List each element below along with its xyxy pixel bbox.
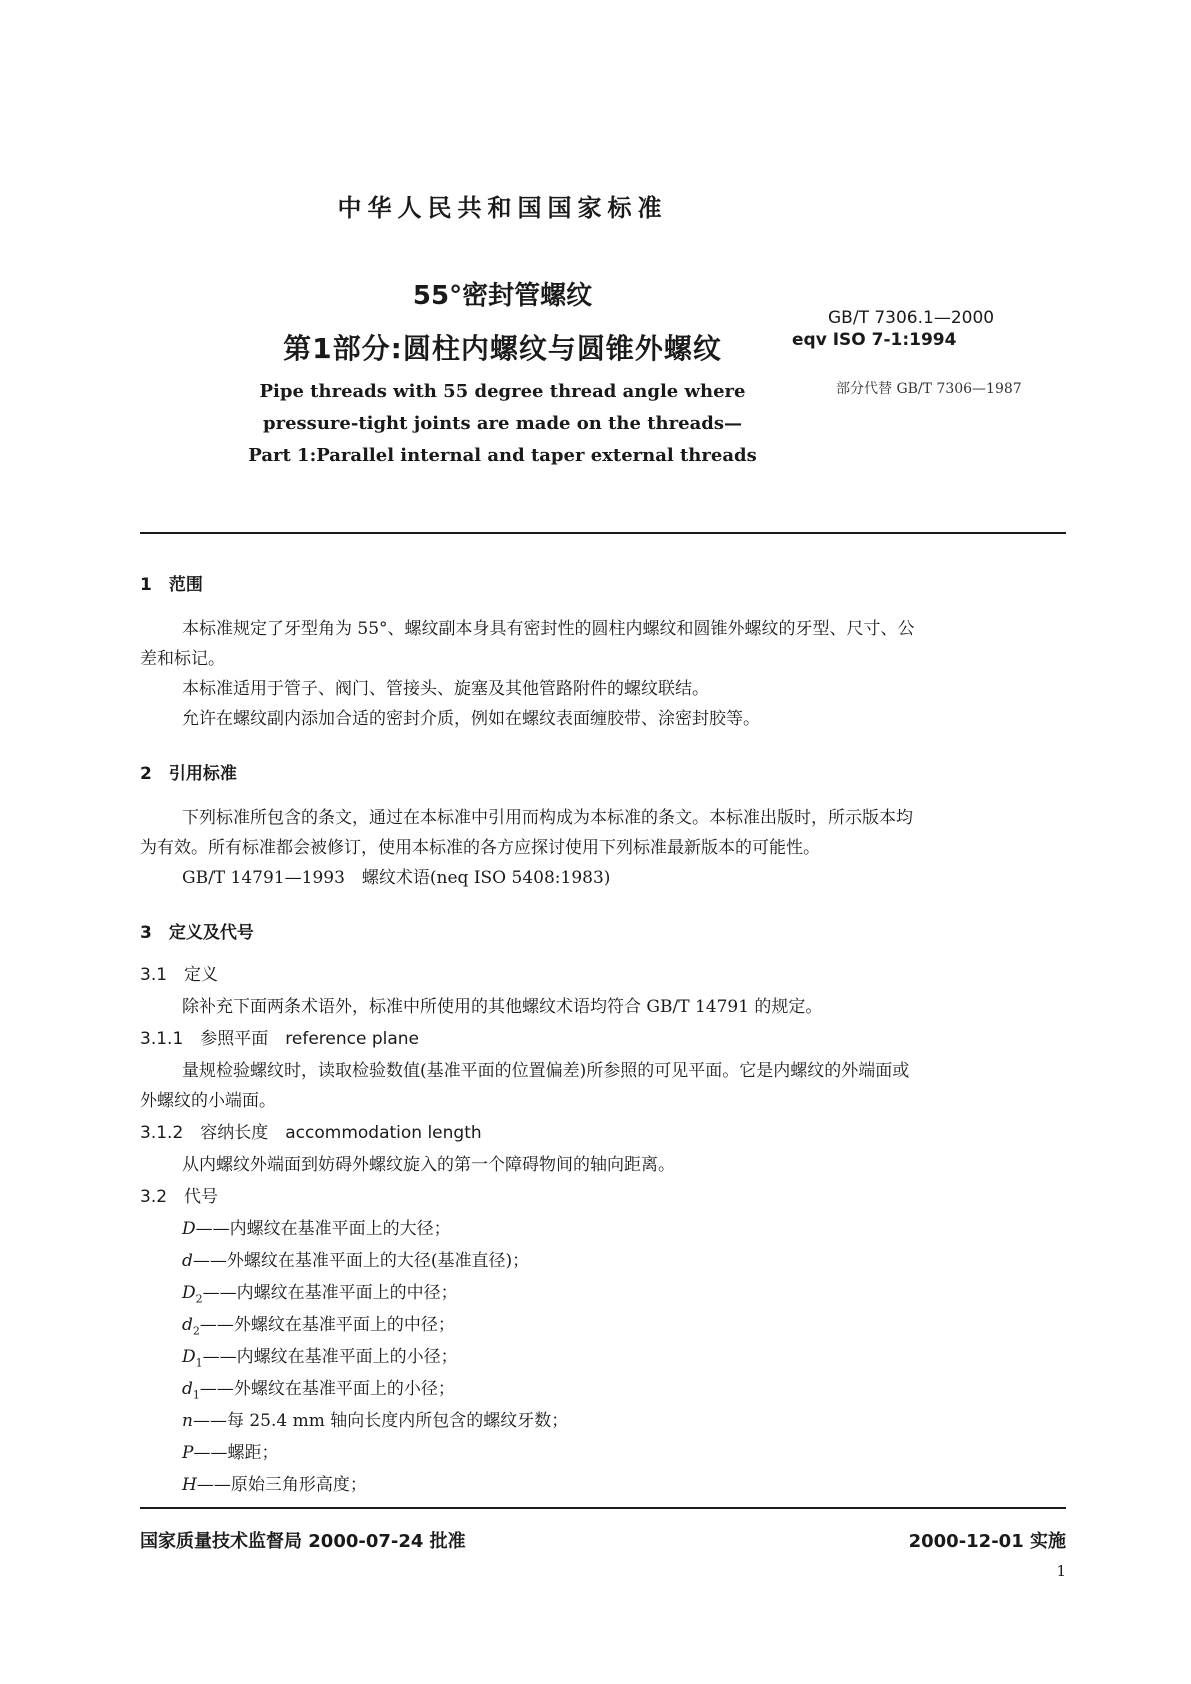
section-2-p1-line-2: 为有效。所有标准都会被修订，使用本标准的各方应探讨使用下列标准最新版本的可能性。 [140,838,820,858]
symbol-description: ——每 25.4 mm 轴向长度内所包含的螺纹牙数； [192,1411,569,1431]
section-3-1-1-heading: 3.1.1 参照平面 reference plane [140,1029,419,1049]
page-number: 1 [1056,1562,1066,1580]
section-1-heading: 1 范围 [140,575,203,595]
symbol-letter: H [182,1475,197,1495]
section-3-1-2-heading: 3.1.2 容纳长度 accommodation length [140,1123,482,1143]
section-1-p1-line-1: 本标准规定了牙型角为 55°、螺纹副本身具有密封性的圆柱内螺纹和圆锥外螺纹的牙型、尺寸、公 [182,619,915,639]
title-english-line-3: Part 1:Parallel internal and taper external threads [248,445,757,466]
symbol-description: ——内螺纹在基准平面上的大径； [195,1219,451,1239]
symbol-description: ——内螺纹在基准平面上的中径； [202,1283,458,1303]
national-standard-header: 中华人民共和国国家标准 [337,194,668,222]
symbol-description: ——螺距； [193,1443,279,1463]
section-1-paragraph-3: 允许在螺纹副内添加合适的密封介质，例如在螺纹表面缠胶带、涂密封胶等。 [182,709,760,729]
top-divider [140,532,1066,534]
symbol-row [182,1374,455,1410]
symbol-letter: n [182,1411,193,1431]
replaces-note: 部分代替 GB/T 7306—1987 [836,381,1022,397]
symbol-row [182,1278,458,1314]
section-3-1-text: 除补充下面两条术语外，标准中所使用的其他螺纹术语均符合 GB/T 14791 的规定。 [182,997,823,1017]
symbol-row [182,1438,278,1468]
symbol-row [182,1310,455,1346]
section-3-2-heading: 3.2 代号 [140,1187,219,1207]
symbol-subscript: 1 [195,1356,203,1370]
section-3-1-1-line-1: 量规检验螺纹时，读取检验数值(基准平面的位置偏差)所参照的可见平面。它是内螺纹的外端面或 [182,1061,910,1081]
section-1-p1-line-2: 差和标记。 [140,649,225,669]
symbol-letter: d [182,1251,193,1271]
section-3-heading: 3 定义及代号 [140,923,254,943]
title-chinese-line-2: 第1部分:圆柱内螺纹与圆锥外螺纹 [283,332,722,365]
section-3-1-1-line-2: 外螺纹的小端面。 [140,1091,276,1111]
bottom-divider [140,1507,1066,1509]
section-2-paragraph-1 [140,803,1066,833]
symbol-row [182,1246,529,1276]
symbol-row [182,1214,451,1244]
section-2-p1-line-1: 下列标准所包含的条文，通过在本标准中引用而构成为本标准的条文。本标准出版时，所示版本均 [182,808,913,828]
symbol-description: ——外螺纹在基准平面上的大径(基准直径)； [192,1251,530,1271]
symbol-row [182,1342,458,1378]
symbol-subscript: 2 [195,1292,203,1306]
symbol-letter: D [182,1283,196,1303]
symbol-description: ——原始三角形高度； [196,1475,367,1495]
iso-equivalence: eqv ISO 7-1:1994 [792,330,957,350]
symbol-description: ——外螺纹在基准平面上的中径； [199,1315,455,1335]
title-chinese-line-1: 55°密封管螺纹 [412,281,593,311]
symbol-letter: D [182,1219,196,1239]
title-english-line-2: pressure-tight joints are made on the threads— [263,413,742,434]
section-1-paragraph-1 [140,614,1066,644]
symbol-letter: D [182,1347,196,1367]
symbol-description: ——内螺纹在基准平面上的小径； [202,1347,458,1367]
symbol-subscript: 1 [192,1388,200,1402]
effective-date: 2000-12-01 实施 [908,1531,1066,1552]
title-english-line-1: Pipe threads with 55 degree thread angle where [259,381,746,402]
section-2-heading: 2 引用标准 [140,764,237,784]
symbol-letter: d [182,1315,193,1335]
symbol-description: ——外螺纹在基准平面上的小径； [199,1379,455,1399]
referenced-standard: GB/T 14791—1993 螺纹术语(neq ISO 5408:1983) [182,868,611,888]
section-3-1-2-text: 从内螺纹外端面到妨碍外螺纹旋入的第一个障碍物间的轴向距离。 [182,1155,675,1175]
symbol-subscript: 2 [192,1324,200,1338]
symbol-letter: P [182,1443,194,1463]
section-1-paragraph-2: 本标准适用于管子、阀门、管接头、旋塞及其他管路附件的螺纹联结。 [182,679,709,699]
symbol-letter: d [182,1379,193,1399]
approval-date: 国家质量技术监督局 2000-07-24 批准 [140,1531,466,1552]
standard-number: GB/T 7306.1—2000 [828,308,995,328]
symbol-row [182,1470,367,1500]
section-3-1-heading: 3.1 定义 [140,965,219,985]
symbol-row [182,1406,568,1436]
